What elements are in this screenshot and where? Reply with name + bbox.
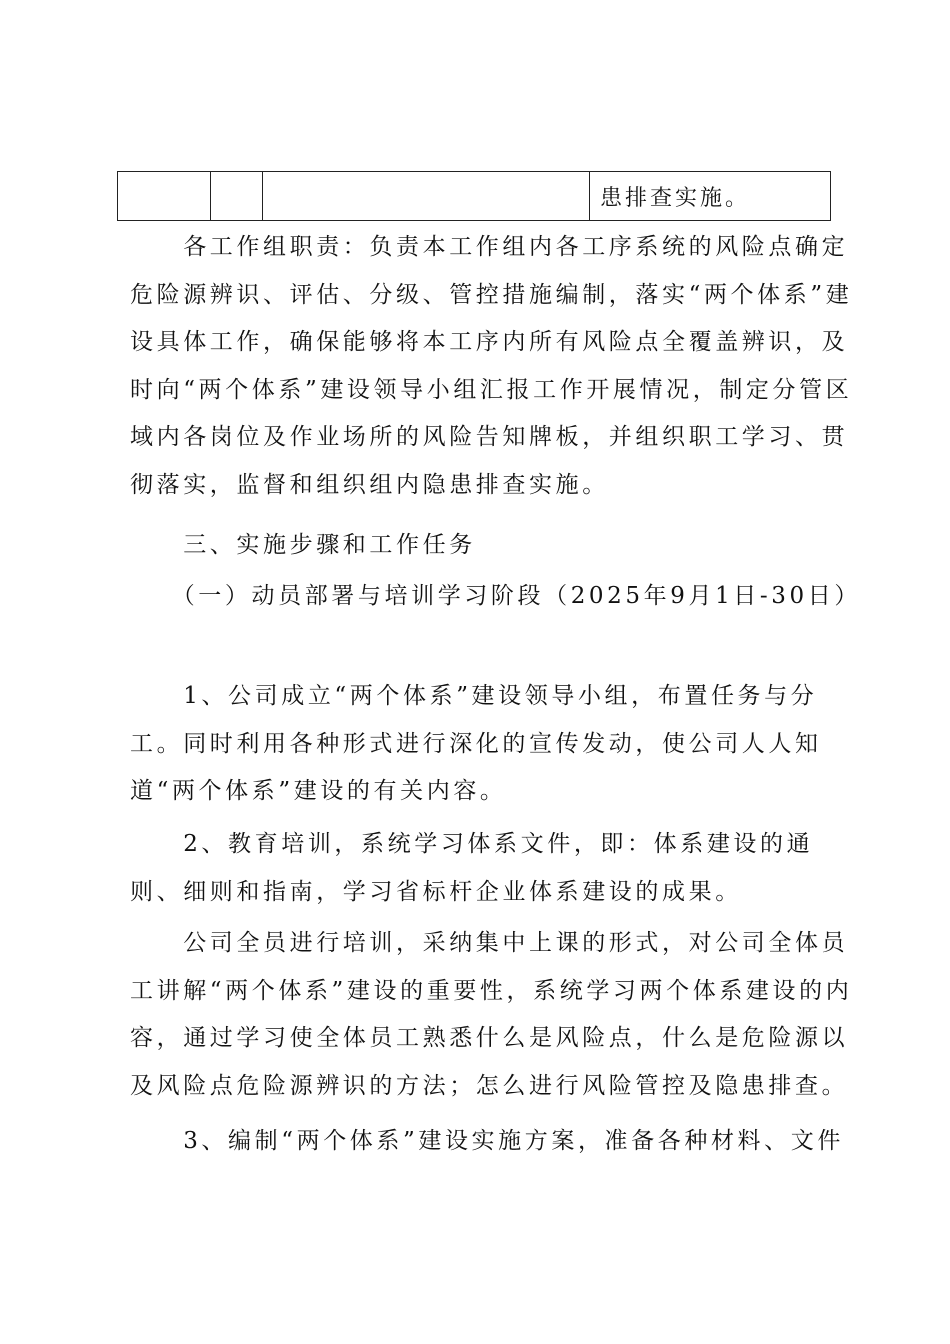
section-heading-three: 三、实施步骤和工作任务: [130, 532, 476, 558]
table-cell-1: [118, 172, 211, 221]
paragraph-item-one: 1、公司成立“两个体系”建设领导小组，布置任务与分工。同时利用各种形式进行深化的宣传发动，使公司人人知道“两个体系”建设的有关内容。: [130, 683, 822, 804]
table-cell-4: 患排查实施。: [590, 172, 831, 221]
paragraph-stage-one: （一）动员部署与培训学习阶段（2025年9月1日-30日）: [130, 583, 861, 609]
paragraph-item-three: 3、编制“两个体系”建设实施方案，准备各种材料、文件: [130, 1128, 844, 1154]
table-cell-3: [263, 172, 590, 221]
table-fragment: [117, 171, 831, 221]
paragraph-duties: 各工作组职责：负责本工作组内各工序系统的风险点确定危险源辨识、评估、分级、管控措施编制，落实“两个体系”建设具体工作，确保能够将本工序内所有风险点全覆盖辨识，及时向“两个体系”建设领导小组汇报工作开展情况，制定分管区域内各岗位及作业场所的风险告知牌板，并组织职工学习、贯彻落实，监督和组织组内隐患排查实施。: [130, 234, 853, 498]
paragraph-item-two: 2、教育培训，系统学习体系文件，即：体系建设的通则、细则和指南，学习省标杆企业体系建设的成果。: [130, 831, 814, 905]
table-cell-2: [211, 172, 263, 221]
paragraph-training: 公司全员进行培训，采纳集中上课的形式，对公司全体员工讲解“两个体系”建设的重要性，系统学习两个体系建设的内容，通过学习使全体员工熟悉什么是风险点，什么是危险源以及风险点危险源辨识的方法；怎么进行风险管控及隐患排查。: [130, 930, 853, 1099]
table-row: [118, 172, 831, 221]
